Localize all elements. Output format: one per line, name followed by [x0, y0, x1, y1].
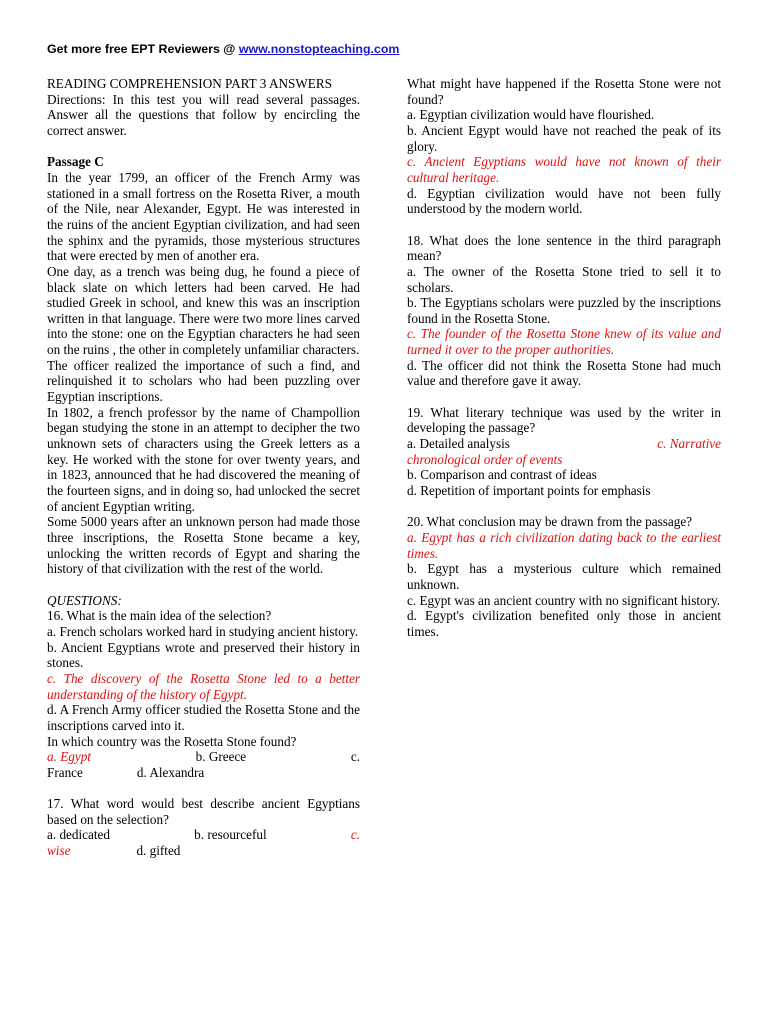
q19-option-a[interactable]: a. Detailed analysis — [407, 436, 510, 452]
passage-paragraph-5: Some 5000 years after an unknown person had made those three inscriptions, the Rosetta Stone became a key, unlocking the written records of Egypt and sharing the history of that civilization with the rest of the world. — [47, 514, 360, 577]
q16b-option-b[interactable]: b. Greece — [195, 749, 247, 765]
q17-question: 17. What word would best describe ancient Egyptians based on the selection? — [47, 796, 360, 827]
q18-option-d[interactable]: d. The officer did not think the Rosetta Stone had much value and therefore gave it away. — [407, 357, 721, 389]
q16b-option-d[interactable]: d. Alexandra — [136, 764, 205, 780]
q19-option-b[interactable]: b. Comparison and contrast of ideas — [407, 467, 597, 483]
q17-option-b[interactable]: b. resourceful — [194, 827, 267, 843]
q19-options-row — [407, 436, 721, 452]
q18-option-a[interactable]: a. The owner of the Rosetta Stone tried to sell it to scholars. — [407, 263, 721, 295]
qcont-option-a[interactable]: a. Egyptian civilization would have flourished. — [407, 107, 655, 123]
qcont-option-b[interactable]: b. Ancient Egypt would have not reached the peak of its glory. — [407, 122, 721, 154]
q16b-question: In which country was the Rosetta Stone found? — [47, 733, 297, 749]
q20-question: 20. What conclusion may be drawn from the passage? — [407, 514, 693, 530]
q16-option-b[interactable]: b. Ancient Egyptians wrote and preserved their history in stones. — [47, 639, 360, 671]
page-header — [47, 42, 399, 56]
q19-question: 19. What literary technique was used by the writer in developing the passage? — [407, 404, 721, 436]
website-link[interactable]: www.nonstopteaching.com — [238, 42, 400, 56]
page-title: READING COMPREHENSION PART 3 ANSWERS — [47, 76, 332, 91]
passage-heading: Passage C — [47, 154, 104, 170]
q17-options-row — [47, 827, 360, 843]
q20-option-b[interactable]: b. Egypt has a mysterious culture which remained unknown. — [407, 561, 721, 592]
passage-paragraph-4: In 1802, a french professor by the name of Champollion began studying the stone in an attempt to decipher the two unknown sets of characters using the Greek letters as a key. He worked with the stone for over twenty years, and in 1823, announced that he had discovered the meaning of the fourteen signs, and in doing so, had unlocked the secret of ancient Egyptian writing. — [47, 404, 360, 514]
q17-option-a[interactable]: a. dedicated — [47, 827, 110, 843]
q16b-option-c-letter[interactable]: c. — [350, 749, 360, 765]
q16b-option-c[interactable]: France — [47, 764, 83, 780]
left-column — [47, 76, 360, 859]
q19-option-c-label[interactable]: c. Narrative — [657, 436, 721, 452]
q16-option-a[interactable]: a. French scholars worked hard in studying ancient history. — [47, 623, 359, 639]
q19-option-d[interactable]: d. Repetition of important points for emphasis — [407, 483, 651, 499]
qcont-question: What might have happened if the Rosetta Stone were not found? — [407, 76, 721, 107]
q16b-options-row — [47, 749, 360, 765]
qcont-option-d[interactable]: d. Egyptian civilization would have not been fully understood by the modern world. — [407, 185, 721, 217]
q18-option-b[interactable]: b. The Egyptians scholars were puzzled by the inscriptions found in the Rosetta Stone. — [407, 295, 721, 326]
q20-option-d[interactable]: d. Egypt's civilization benefited only those in ancient times. — [407, 608, 721, 639]
q16-option-d[interactable]: d. A French Army officer studied the Rosetta Stone and the inscriptions carved into it. — [47, 702, 360, 733]
q17-option-c-answer[interactable]: wise — [47, 843, 71, 859]
passage-paragraph-2: One day, as a trench was being dug, he found a piece of black slate on which letters had been carved. He had studied Greek in school, and knew this was an inscription written in that language. There were two more lines carved into the stone: one on the Egyptian characters he had seen on the ruins , the other in completely unfamiliar characters. — [47, 263, 360, 358]
questions-label: QUESTIONS: — [47, 592, 122, 608]
qcont-option-c-answer[interactable]: c. Ancient Egyptians would have not known of their cultural heritage. — [407, 154, 721, 185]
q19-option-c-answer[interactable]: chronological order of events — [407, 451, 563, 467]
header-prefix: Get more free EPT Reviewers @ — [47, 42, 239, 56]
q17-option-c-letter[interactable]: c. — [350, 827, 360, 843]
q17-option-d[interactable]: d. gifted — [136, 843, 181, 859]
passage-paragraph-1: In the year 1799, an officer of the French Army was stationed in a small fortress on the Rosetta River, a mouth of the Nile, near Alexander, Egypt. He was interested in the ruins of the ancient Egyptian civilization, and had seen the sphinx and the pyramids, those mysterious structures that were erected by men of another era. — [47, 169, 360, 264]
q18-option-c-answer[interactable]: c. The founder of the Rosetta Stone knew of its value and turned it over to the proper authorities. — [407, 326, 721, 358]
q16-option-c-answer[interactable]: c. The discovery of the Rosetta Stone led to a better understanding of the history of Egypt. — [47, 670, 360, 702]
passage-paragraph-3: The officer realized the importance of such a find, and relinquished it to scholars who had been puzzling over Egyptian inscriptions. — [47, 357, 360, 405]
directions: Directions: In this test you will read several passages. Answer all the questions that follow by encircling the correct answer. — [47, 91, 360, 138]
q20-option-a-answer[interactable]: a. Egypt has a rich civilization dating back to the earliest times. — [407, 529, 721, 561]
q16b-option-a-answer[interactable]: a. Egypt — [47, 749, 91, 765]
q18-question: 18. What does the lone sentence in the third paragraph mean? — [407, 232, 721, 264]
q16b-options-row-2 — [47, 765, 360, 781]
q17-options-row-2 — [47, 843, 360, 859]
q16-question: 16. What is the main idea of the selection? — [47, 608, 272, 624]
right-column — [407, 76, 721, 640]
q20-option-c[interactable]: c. Egypt was an ancient country with no significant history. — [407, 592, 721, 608]
